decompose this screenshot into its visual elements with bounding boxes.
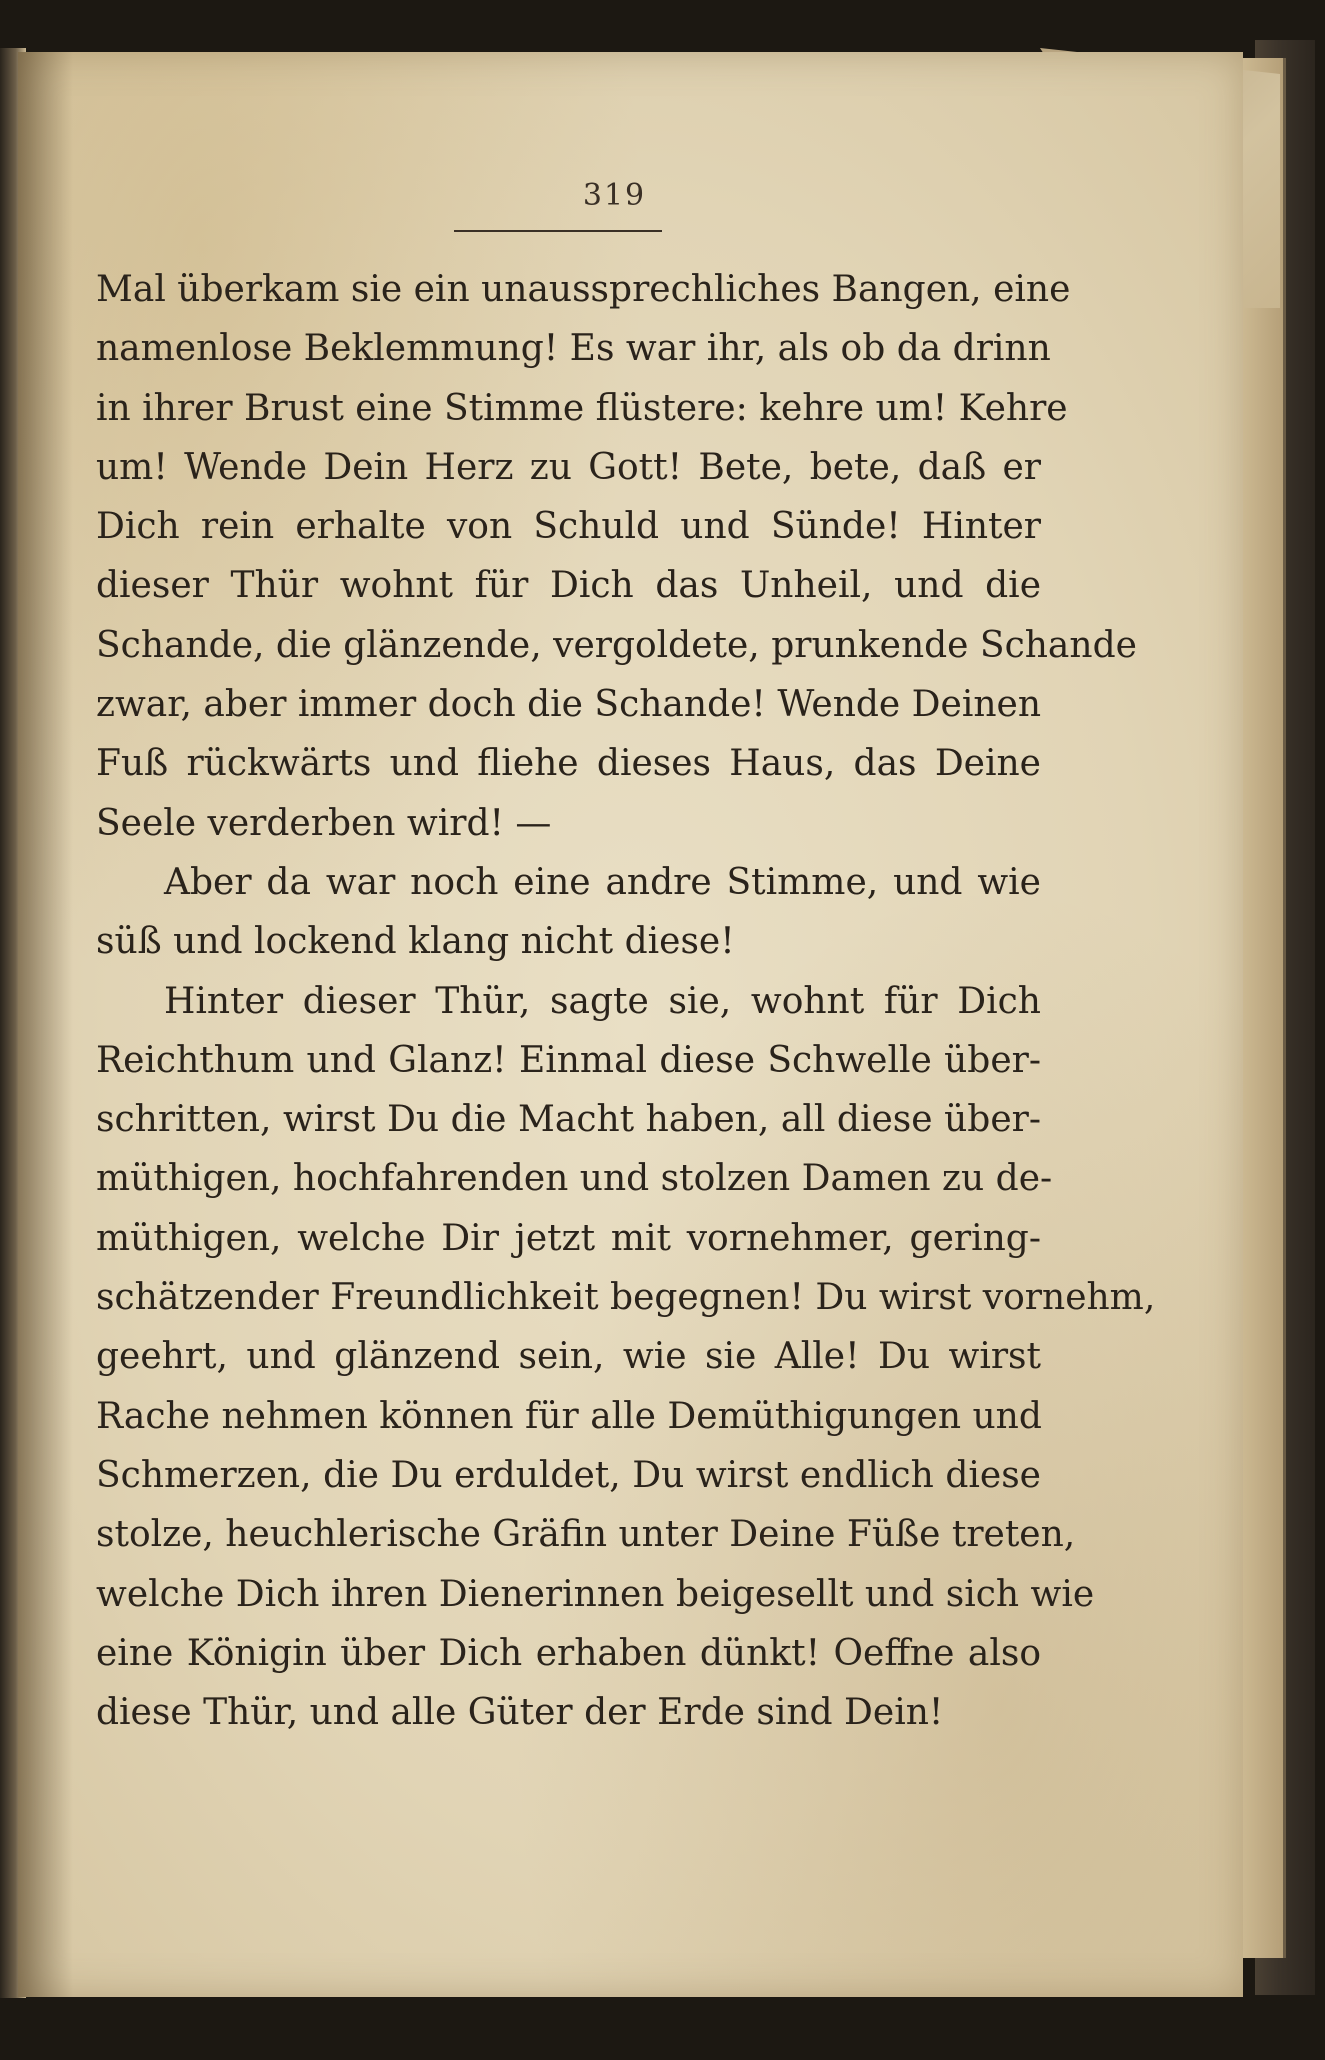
text-line: schätzender Freundlichkeit begegnen! Du wirst vornehm,	[96, 1277, 1156, 1319]
text-line: Reichthum und Glanz! Einmal diese Schwelle über-	[96, 1039, 1041, 1081]
text-line: Mal überkam sie ein unaussprechliches Bangen, eine	[96, 269, 1071, 310]
text-line: müthigen, hochfahrenden und stolzen Damen zu de-	[96, 1158, 1053, 1200]
body-text	[96, 260, 1156, 1742]
text-line: eine Königin über Dich erhaben dünkt! Oeffne also	[96, 1632, 1041, 1674]
text-line: dieser Thür wohnt für Dich das Unheil, und die	[96, 565, 1041, 607]
text-line: Fuß rückwärts und fliehe dieses Haus, das Deine	[96, 743, 1041, 785]
text-line: müthigen, welche Dir jetzt mit vornehmer, gering-	[96, 1217, 1041, 1259]
text-line: Hinter dieser Thür, sagte sie, wohnt für Dich	[164, 980, 1041, 1022]
text-line: Schande, die glänzende, vergoldete, prunkende Schande	[96, 624, 1137, 666]
text-line: Rache nehmen können für alle Demüthigungen und	[96, 1395, 1042, 1437]
text-line: namenlose Beklemmung! Es war ihr, als ob da drinn	[96, 328, 1051, 370]
text-line: schritten, wirst Du die Macht haben, all diese über-	[96, 1099, 1041, 1141]
text-line: welche Dich ihren Dienerinnen beigesellt und sich wie	[96, 1573, 1095, 1615]
text-line: Aber da war noch eine andre Stimme, und wie	[164, 861, 1041, 903]
header-rule	[454, 230, 662, 232]
text-line: geehrt, und glänzend sein, wie sie Alle! Du wirst	[96, 1336, 1041, 1378]
text-line: süß und lockend klang nicht diese!	[96, 921, 735, 963]
gutter-shadow	[18, 52, 73, 1997]
text-line: Seele verderben wird! —	[96, 802, 552, 844]
text-line: in ihrer Brust eine Stimme flüstere: kehre um! Kehre	[96, 387, 1068, 429]
page-number: 319	[582, 178, 647, 213]
text-line: stolze, heuchlerische Gräfin unter Deine Füße treten,	[96, 1514, 1076, 1556]
book-page	[18, 52, 1243, 1997]
text-line: zwar, aber immer doch die Schande! Wende Deinen	[96, 684, 1042, 726]
text-line: Schmerzen, die Du erduldet, Du wirst endlich diese	[96, 1454, 1041, 1496]
text-line: Dich rein erhalte von Schuld und Sünde! Hinter	[96, 506, 1041, 548]
text-line: diese Thür, und alle Güter der Erde sind Dein!	[96, 1692, 944, 1734]
text-line: um! Wende Dein Herz zu Gott! Bete, bete, daß er	[96, 446, 1041, 488]
